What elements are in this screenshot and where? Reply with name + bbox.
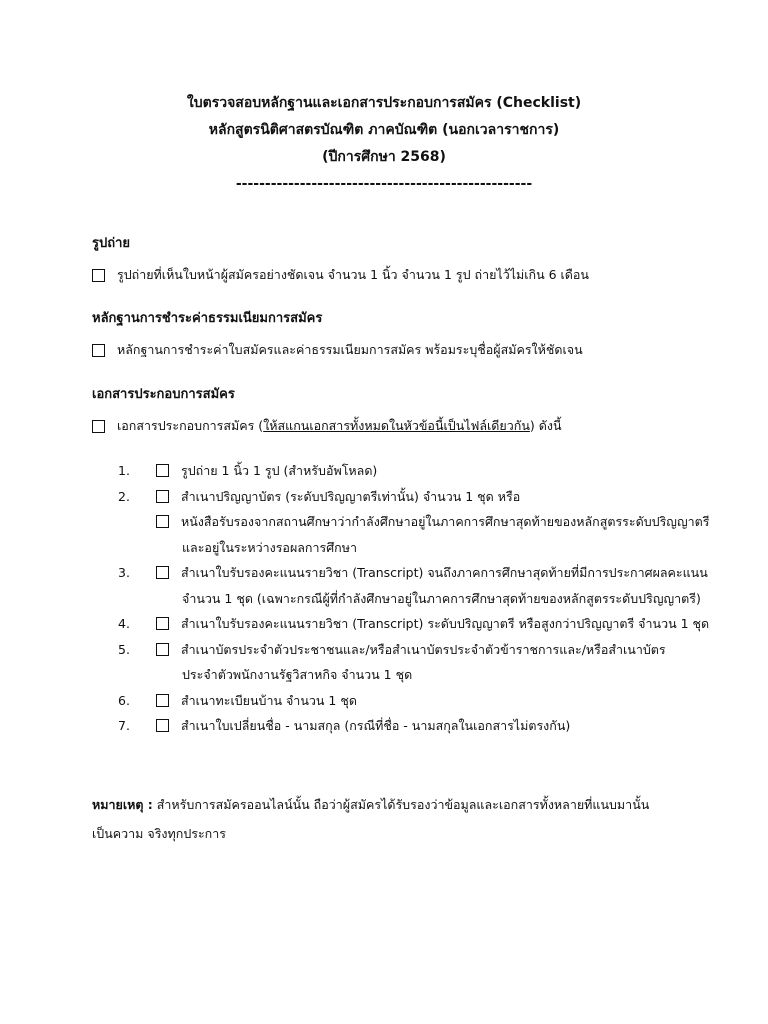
checkbox[interactable] (156, 515, 169, 528)
list-item-number: 1. (118, 463, 130, 478)
list-item-text: จำนวน 1 ชุด (เฉพาะกรณีผู้ที่กำลังศึกษาอยู่ในภาคการศึกษาสุดท้ายของหลักสูตรระดับปริญญาตรี) (182, 590, 701, 606)
photo-item-text: รูปถ่ายที่เห็นใบหน้าผู้สมัครอย่างชัดเจน จำนวน 1 นิ้ว จำนวน 1 รูป ถ่ายไว้ไม่เกิน 6 เดือน (117, 267, 589, 282)
documents-item-text (117, 414, 562, 438)
note-line-1: สำหรับการสมัครออนไลน์นั้น ถือว่าผู้สมัครได้รับรองว่าข้อมูลและเอกสารทั้งหลายที่แนบมานั้น (152, 797, 650, 812)
note (92, 790, 712, 848)
photo-section (92, 232, 732, 287)
title-line-3: (ปีการศึกษา 2568) (322, 149, 446, 165)
title-line-2: หลักสูตรนิติศาสตรบัณฑิต ภาคบัณฑิต (นอกเวลาราชการ) (208, 122, 560, 138)
payment-item-text: หลักฐานการชำระค่าใบสมัครและค่าธรรมเนียมการสมัคร พร้อมระบุชื่อผู้สมัครให้ชัดเจน (117, 342, 583, 357)
list-item-number: 2. (118, 488, 130, 504)
documents-item-prefix: เอกสารประกอบการสมัคร ( (117, 418, 264, 433)
list-item-number: 4. (118, 616, 130, 631)
title-line-1: ใบตรวจสอบหลักฐานและเอกสารประกอบการสมัคร (Checklist) (186, 95, 582, 111)
list-item (118, 560, 738, 586)
note-line-2: เป็นความ จริงทุกประการ (92, 826, 226, 841)
list-item (118, 458, 738, 484)
checkbox[interactable] (156, 643, 169, 656)
documents-item-underlined: ให้สแกนเอกสารทั้งหมดในหัวข้อนี้เป็นไฟล์เดียวกัน (263, 418, 530, 433)
note-label: หมายเหตุ : (92, 797, 153, 812)
list-item-text: สำเนาใบรับรองคะแนนรายวิชา (Transcript) จนถึงภาคการศึกษาสุดท้ายที่มีการประกาศผลคะแนน (181, 565, 708, 580)
checkbox[interactable] (156, 490, 169, 503)
list-item-text: สำเนาบัตรประจำตัวประชาชนและ/หรือสำเนาบัตรประจำตัวข้าราชการและ/หรือสำเนาบัตร (181, 641, 666, 657)
list-item (118, 713, 738, 739)
list-item-text: ประจำตัวพนักงานรัฐวิสาหกิจ จำนวน 1 ชุด (182, 667, 413, 682)
documents-heading: เอกสารประกอบการสมัคร (92, 387, 235, 402)
documents-item-suffix: ) ดังนี้ (529, 418, 562, 433)
checkbox[interactable] (92, 420, 105, 433)
list-item-number: 5. (118, 641, 130, 657)
checkbox[interactable] (92, 344, 105, 357)
list-item-text: และอยู่ในระหว่างรอผลการศึกษา (182, 539, 357, 555)
documents-list (118, 458, 738, 739)
checkbox[interactable] (156, 617, 169, 630)
payment-heading: หลักฐานการชำระค่าธรรมเนียมการสมัคร (92, 311, 323, 326)
list-item-text: หนังสือรับรองจากสถานศึกษาว่ากำลังศึกษาอยู่ในภาคการศึกษาสุดท้ายของหลักสูตรระดับปริญญาตรี (181, 514, 710, 529)
document-title (0, 90, 768, 198)
list-item-number: 6. (118, 692, 130, 708)
list-item (118, 535, 738, 561)
list-item-text: สำเนาทะเบียนบ้าน จำนวน 1 ชุด (181, 692, 357, 708)
payment-check-item (92, 338, 732, 362)
list-item (118, 484, 738, 510)
checkbox[interactable] (156, 566, 169, 579)
list-item (118, 509, 738, 535)
list-item (118, 611, 738, 637)
list-item-number: 7. (118, 718, 130, 733)
list-item (118, 637, 738, 663)
checkbox[interactable] (156, 464, 169, 477)
list-item (118, 586, 738, 612)
list-item (118, 688, 738, 714)
photo-check-item (92, 263, 732, 287)
checkbox[interactable] (156, 719, 169, 732)
documents-check-item (92, 414, 732, 438)
list-item-text: รูปถ่าย 1 นิ้ว 1 รูป (สำหรับอัพโหลด) (181, 463, 378, 478)
list-item-text: สำเนาใบรับรองคะแนนรายวิชา (Transcript) ระดับปริญญาตรี หรือสูงกว่าปริญญาตรี จำนวน 1 ชุด (181, 616, 710, 631)
list-item-text: สำเนาปริญญาบัตร (ระดับปริญญาตรีเท่านั้น) จำนวน 1 ชุด หรือ (181, 488, 521, 504)
payment-section (92, 307, 732, 362)
checkbox[interactable] (92, 269, 105, 282)
documents-section (92, 383, 732, 438)
list-item (118, 662, 738, 688)
list-item-number: 3. (118, 565, 130, 580)
list-item-text: สำเนาใบเปลี่ยนชื่อ - นามสกุล (กรณีที่ชื่อ - นามสกุลในเอกสารไม่ตรงกัน) (181, 718, 571, 733)
checkbox[interactable] (156, 694, 169, 707)
photo-heading: รูปถ่าย (92, 236, 131, 251)
title-divider: --------------------------------------------------- (235, 176, 533, 192)
